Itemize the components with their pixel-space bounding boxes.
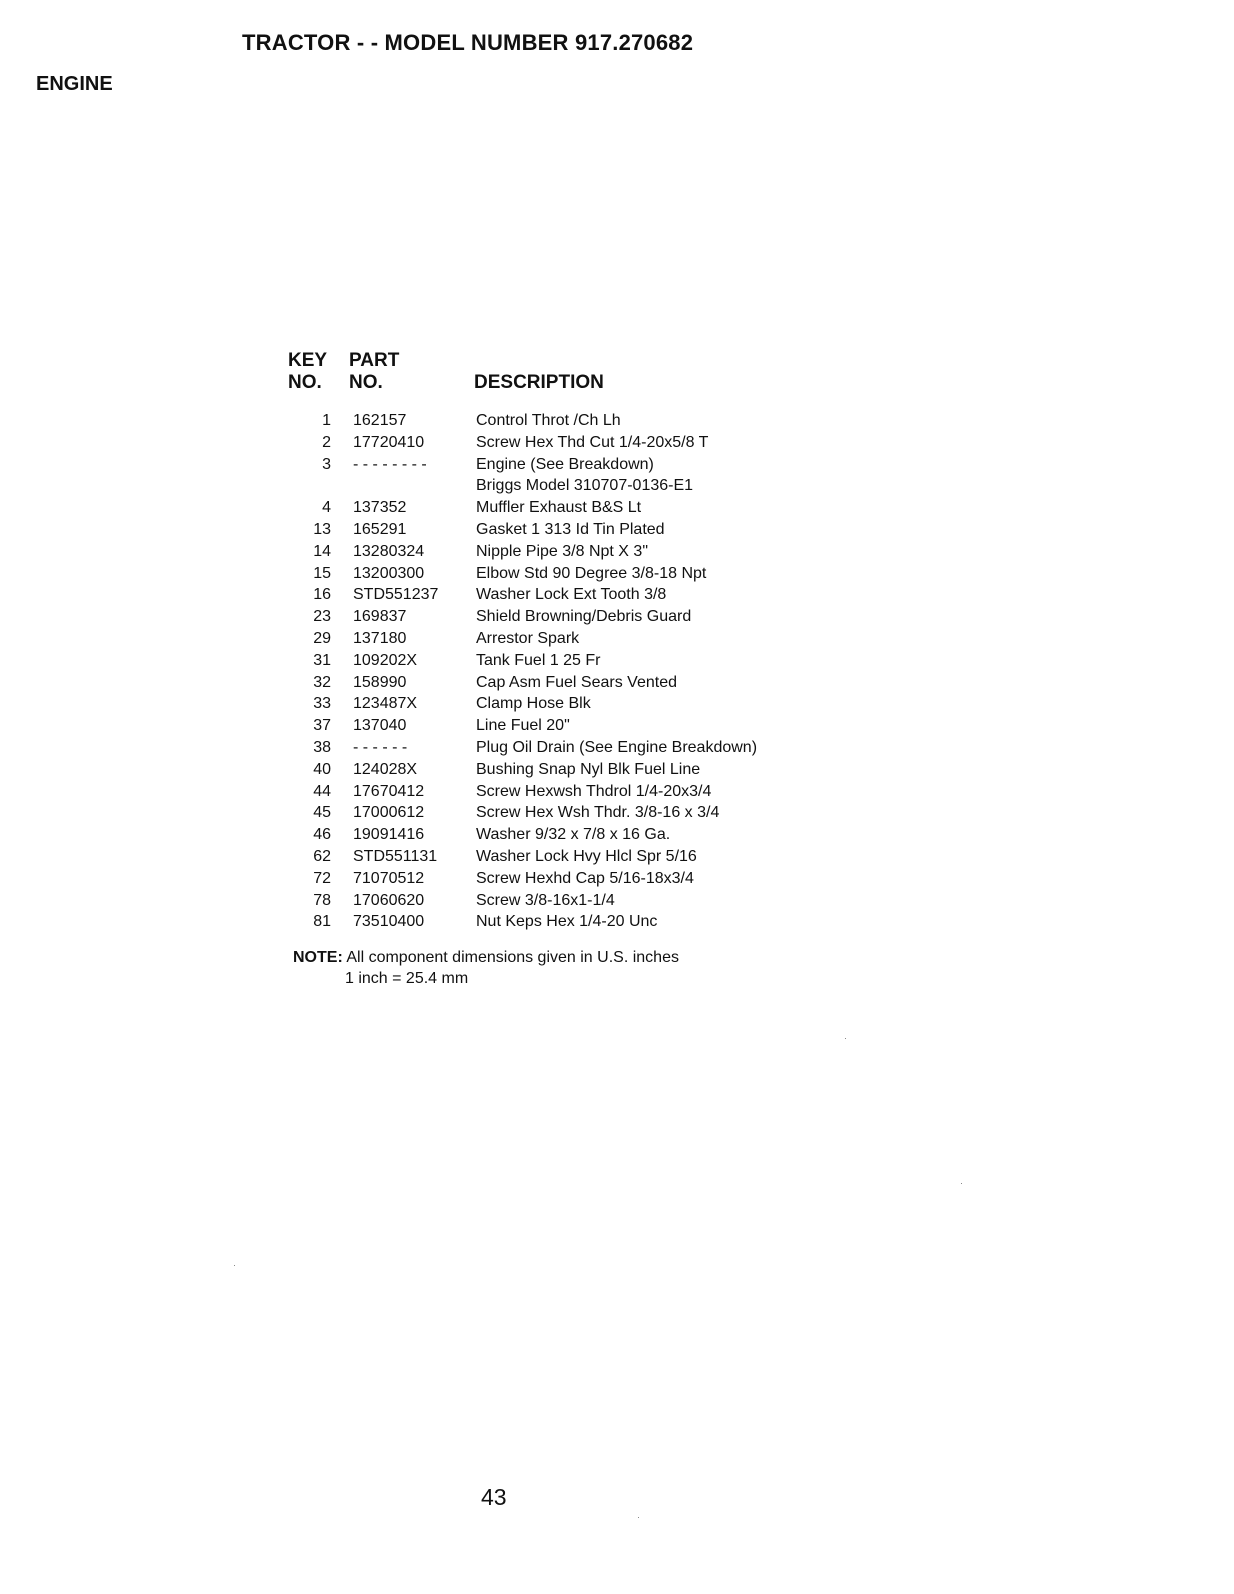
part-description: Screw 3/8-16x1-1/4 [476, 891, 615, 909]
part-description: Elbow Std 90 Degree 3/8-18 Npt [476, 564, 707, 582]
part-description: Screw Hexwsh Thdrol 1/4-20x3/4 [476, 782, 712, 800]
part-number: 17060620 [353, 891, 425, 909]
part-description: Line Fuel 20" [476, 717, 570, 735]
part-number: 137352 [353, 499, 407, 517]
part-number: 165291 [353, 520, 407, 538]
part-number: 19091416 [353, 826, 425, 844]
part-number: 17000612 [353, 804, 425, 822]
part-number: - - - - - - [353, 738, 408, 756]
page-number: 43 [481, 1484, 507, 1510]
parts-list [290, 410, 810, 933]
key-number: 23 [313, 608, 331, 626]
part-description: Bushing Snap Nyl Blk Fuel Line [476, 760, 701, 778]
key-number: 4 [322, 499, 331, 517]
key-number: 72 [313, 869, 331, 887]
key-number: 15 [313, 564, 331, 582]
scan-speck [961, 1183, 962, 1184]
key-number: 46 [313, 826, 331, 844]
parts-row [290, 432, 810, 454]
parts-row [290, 584, 810, 606]
parts-row [290, 781, 810, 803]
part-number: 137040 [353, 717, 407, 735]
part-number: 109202X [353, 651, 418, 669]
key-number: 37 [313, 717, 331, 735]
parts-row [290, 759, 810, 781]
part-description: Engine (See Breakdown) [476, 455, 654, 473]
part-description: Screw Hexhd Cap 5/16-18x3/4 [476, 869, 694, 887]
parts-row [290, 628, 810, 650]
parts-row [290, 715, 810, 737]
key-number: 78 [313, 891, 331, 909]
note-line2: 1 inch = 25.4 mm [345, 970, 469, 987]
parts-row [290, 693, 810, 715]
parts-row [290, 650, 810, 672]
parts-row [290, 824, 810, 846]
part-number: 17670412 [353, 782, 425, 800]
key-number: 38 [313, 738, 331, 756]
part-description: Clamp Hose Blk [476, 695, 591, 713]
part-number: 71070512 [353, 869, 425, 887]
parts-row [290, 802, 810, 824]
key-number: 31 [313, 651, 331, 669]
parts-row [290, 410, 810, 432]
note-text: All component dimensions given in U.S. inches [342, 949, 679, 966]
part-no-header-line1: PART [349, 350, 400, 371]
part-description: Nipple Pipe 3/8 Npt X 3" [476, 542, 648, 560]
key-number: 32 [313, 673, 331, 691]
part-number: 162157 [353, 412, 407, 429]
parts-row [290, 737, 810, 759]
parts-row [290, 868, 810, 890]
part-description: Arrestor Spark [476, 629, 580, 647]
part-description: Plug Oil Drain (See Engine Breakdown) [476, 738, 758, 756]
key-number: 16 [313, 586, 331, 604]
key-number: 29 [313, 629, 331, 647]
note [293, 947, 679, 989]
part-description: Gasket 1 313 Id Tin Plated [476, 520, 665, 538]
key-number: 1 [322, 412, 331, 429]
part-number: 123487X [353, 695, 418, 713]
scan-speck [234, 1265, 235, 1266]
parts-row [290, 890, 810, 912]
description-header: DESCRIPTION [474, 372, 604, 393]
parts-row [290, 497, 810, 519]
part-no-header-line2: NO. [349, 372, 383, 393]
section-title: ENGINE [36, 73, 113, 95]
part-description: Shield Browning/Debris Guard [476, 608, 692, 626]
key-number: 33 [313, 695, 331, 713]
key-number: 81 [313, 913, 331, 931]
part-number: 13200300 [353, 564, 425, 582]
part-description: Nut Keps Hex 1/4-20 Unc [476, 913, 658, 931]
part-description: Control Throt /Ch Lh [476, 412, 621, 429]
key-number: 44 [313, 782, 331, 800]
part-description: Washer 9/32 x 7/8 x 16 Ga. [476, 826, 671, 844]
part-number: 17720410 [353, 433, 425, 451]
part-description: Screw Hex Wsh Thdr. 3/8-16 x 3/4 [476, 804, 720, 822]
note-label: NOTE: [293, 949, 343, 966]
key-number: 45 [313, 804, 331, 822]
part-description: Washer Lock Hvy Hlcl Spr 5/16 [476, 847, 697, 865]
parts-row [290, 911, 810, 933]
part-number: 169837 [353, 608, 407, 626]
parts-row [290, 672, 810, 694]
part-description: Tank Fuel 1 25 Fr [476, 651, 601, 669]
scan-speck [845, 1038, 846, 1039]
part-description: Cap Asm Fuel Sears Vented [476, 673, 677, 691]
parts-row [290, 846, 810, 868]
part-number: - - - - - - - - [353, 455, 427, 473]
key-number: 62 [313, 847, 331, 865]
part-number: 124028X [353, 760, 418, 778]
key-number: 3 [322, 455, 331, 473]
key-number: 40 [313, 760, 331, 778]
part-description: Washer Lock Ext Tooth 3/8 [476, 586, 667, 604]
key-no-header-line2: NO. [288, 372, 322, 393]
key-no-header-line1: KEY [288, 350, 328, 371]
key-number: 2 [322, 433, 331, 451]
part-number: 137180 [353, 629, 407, 647]
parts-row [290, 606, 810, 628]
parts-row [290, 475, 810, 497]
part-number: 158990 [353, 673, 407, 691]
key-number: 14 [313, 542, 331, 560]
part-number: STD551237 [353, 586, 439, 604]
part-description: Muffler Exhaust B&S Lt [476, 499, 642, 517]
page-title: TRACTOR - - MODEL NUMBER 917.270682 [242, 30, 694, 55]
part-description: Screw Hex Thd Cut 1/4-20x5/8 T [476, 433, 709, 451]
part-number: 13280324 [353, 542, 425, 560]
parts-row [290, 519, 810, 541]
part-description: Briggs Model 310707-0136-E1 [476, 477, 694, 495]
part-number: STD551131 [353, 847, 438, 865]
parts-row [290, 563, 810, 585]
note-line1 [293, 947, 679, 968]
scan-speck [638, 1517, 639, 1518]
parts-row [290, 454, 810, 476]
key-number: 13 [313, 520, 331, 538]
part-number: 73510400 [353, 913, 425, 931]
parts-row [290, 541, 810, 563]
